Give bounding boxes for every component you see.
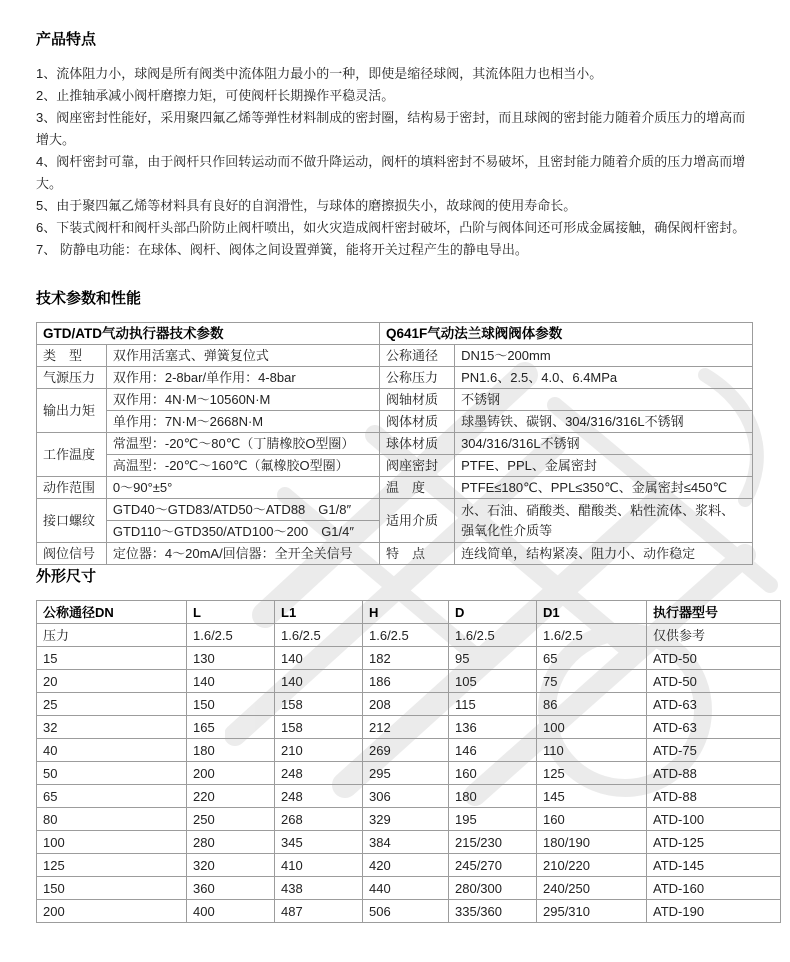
table-cell: 200	[37, 900, 187, 923]
table-row	[37, 624, 781, 647]
table-cell: 125	[37, 854, 187, 877]
table-cell: 65	[37, 785, 187, 808]
table-cell: 140	[187, 670, 275, 693]
table-row	[380, 477, 753, 499]
table-cell: ATD-88	[647, 785, 781, 808]
table-row	[37, 900, 781, 923]
table-cell: 1.6/2.5	[187, 624, 275, 647]
row-label-cell: 阀体材质	[380, 411, 455, 433]
table-cell: 40	[37, 739, 187, 762]
table-row	[380, 367, 753, 389]
table-row	[37, 345, 380, 367]
table-cell: 280	[187, 831, 275, 854]
table-cell: 250	[187, 808, 275, 831]
table-row	[380, 345, 753, 367]
table-cell: 100	[537, 716, 647, 739]
table-cell: 压力	[37, 624, 187, 647]
table-cell: 140	[275, 670, 363, 693]
table-cell: 438	[275, 877, 363, 900]
table-cell: 20	[37, 670, 187, 693]
table-cell: 1.6/2.5	[363, 624, 449, 647]
table-row	[37, 477, 380, 499]
row-label-cell: 公称压力	[380, 367, 455, 389]
section-title-dimensions: 外形尺寸	[36, 568, 97, 585]
table-row	[37, 693, 781, 716]
table-cell: 240/250	[537, 877, 647, 900]
row-value-cell: 水、石油、硝酸类、醋酸类、粘性流体、浆料、强氧化性介质等	[455, 499, 753, 543]
table-cell: 210/220	[537, 854, 647, 877]
table-row	[37, 785, 781, 808]
table-cell: 执行器型号	[647, 601, 781, 624]
table-row	[37, 433, 380, 455]
table-row	[37, 716, 781, 739]
table-cell: 140	[275, 647, 363, 670]
table-cell: 440	[363, 877, 449, 900]
table-cell: 130	[187, 647, 275, 670]
row-value-cell: 双作用：2-8bar/单作用：4-8bar	[106, 367, 379, 389]
table-header-row	[37, 601, 781, 624]
row-label-cell: 动作范围	[37, 477, 107, 499]
table-cell: 248	[275, 785, 363, 808]
table-cell: 86	[537, 693, 647, 716]
row-value-cell: 连线简单，结构紧凑、阻力小、动作稳定	[455, 543, 753, 565]
table-cell: D	[449, 601, 537, 624]
row-value-cell: 不锈钢	[455, 389, 753, 411]
table-header-cell: GTD/ATD气动执行器技术参数	[37, 323, 380, 345]
table-row	[37, 762, 781, 785]
table-cell: 110	[537, 739, 647, 762]
table-cell: 360	[187, 877, 275, 900]
table-cell: 165	[187, 716, 275, 739]
table-row	[37, 877, 781, 900]
row-value-cell: 双作用：4N·M～10560N·M	[106, 389, 379, 411]
table-cell: 75	[537, 670, 647, 693]
table-cell: 180	[449, 785, 537, 808]
table-row	[380, 455, 753, 477]
table-header-row	[37, 323, 380, 345]
table-cell: 180	[187, 739, 275, 762]
table-row	[37, 499, 380, 521]
table-cell: 100	[37, 831, 187, 854]
table-cell: 506	[363, 900, 449, 923]
row-value-cell: 定位器：4～20mA/回信器：全开全关信号	[106, 543, 379, 565]
table-cell: ATD-160	[647, 877, 781, 900]
table-cell: 320	[187, 854, 275, 877]
table-row	[37, 670, 781, 693]
table-row	[37, 739, 781, 762]
table-cell: 329	[363, 808, 449, 831]
table-cell: ATD-63	[647, 693, 781, 716]
table-cell: 345	[275, 831, 363, 854]
feature-item: 4、阀杆密封可靠，由于阀杆只作回转运动而不做升降运动，阀杆的填料密封不易破坏，且密封能力随着介质的压力增高而增大。	[36, 154, 746, 191]
table-row	[380, 499, 753, 543]
row-value-cell: 常温型：-20℃～80℃（丁腈橡胶O型圈）	[106, 433, 379, 455]
row-value-cell: GTD40～GTD83/ATD50～ATD88 G1/8″	[106, 499, 379, 521]
row-value-cell: GTD110～GTD350/ATD100～200 G1/4″	[106, 521, 379, 543]
table-cell: 200	[187, 762, 275, 785]
table-cell: 150	[37, 877, 187, 900]
table-cell: 150	[187, 693, 275, 716]
table-cell: L	[187, 601, 275, 624]
table-cell: 248	[275, 762, 363, 785]
table-cell: 160	[449, 762, 537, 785]
table-cell: L1	[275, 601, 363, 624]
table-cell: ATD-88	[647, 762, 781, 785]
feature-item: 1、流体阻力小，球阀是所有阀类中流体阻力最小的一种，即使是缩径球阀，其流体阻力也相当小。	[36, 66, 603, 81]
section-title-features: 产品特点	[36, 31, 97, 48]
table-cell: ATD-145	[647, 854, 781, 877]
table-cell: 245/270	[449, 854, 537, 877]
table-cell: 95	[449, 647, 537, 670]
table-cell: 295/310	[537, 900, 647, 923]
row-value-cell: 球墨铸铁、碳钢、304/316/316L不锈钢	[455, 411, 753, 433]
table-row	[37, 367, 380, 389]
table-cell: 115	[449, 693, 537, 716]
table-cell: 136	[449, 716, 537, 739]
table-cell: 仅供参考	[647, 624, 781, 647]
feature-item: 2、止推轴承减小阀杆磨擦力矩，可使阀杆长期操作平稳灵活。	[36, 88, 395, 103]
table-cell: 210	[275, 739, 363, 762]
table-cell: 212	[363, 716, 449, 739]
feature-item: 7、 防静电功能：在球体、阀杆、阀体之间设置弹簧，能将开关过程产生的静电导出。	[36, 242, 528, 257]
table-cell: 420	[363, 854, 449, 877]
tech-parameter-tables	[36, 322, 754, 565]
table-cell: ATD-50	[647, 670, 781, 693]
row-value-cell: 单作用：7N·M～2668N·M	[106, 411, 379, 433]
row-label-cell: 球体材质	[380, 433, 455, 455]
table-cell: 1.6/2.5	[449, 624, 537, 647]
table-cell: ATD-125	[647, 831, 781, 854]
row-label-cell: 适用介质	[380, 499, 455, 543]
table-header-cell: Q641F气动法兰球阀阀体参数	[380, 323, 753, 345]
row-value-cell: DN15～200mm	[455, 345, 753, 367]
table-cell: 295	[363, 762, 449, 785]
table-cell: ATD-63	[647, 716, 781, 739]
table-cell: 306	[363, 785, 449, 808]
row-label-cell: 公称通径	[380, 345, 455, 367]
table-cell: 269	[363, 739, 449, 762]
row-value-cell: PN1.6、2.5、4.0、6.4MPa	[455, 367, 753, 389]
row-value-cell: 304/316/316L不锈钢	[455, 433, 753, 455]
table-cell: 384	[363, 831, 449, 854]
row-label-cell: 工作温度	[37, 433, 107, 477]
table-row	[380, 433, 753, 455]
section-title-tech: 技术参数和性能	[36, 290, 142, 307]
feature-list	[36, 63, 754, 261]
table-cell: 268	[275, 808, 363, 831]
table-cell: 32	[37, 716, 187, 739]
table-cell: 125	[537, 762, 647, 785]
table-cell: ATD-190	[647, 900, 781, 923]
table-cell: 145	[537, 785, 647, 808]
table-cell: 180/190	[537, 831, 647, 854]
row-label-cell: 阀轴材质	[380, 389, 455, 411]
table-cell: 280/300	[449, 877, 537, 900]
actuator-parameter-table	[36, 322, 380, 565]
row-label-cell: 接口螺纹	[37, 499, 107, 543]
table-cell: 1.6/2.5	[275, 624, 363, 647]
table-cell: 410	[275, 854, 363, 877]
table-cell: 335/360	[449, 900, 537, 923]
table-cell: ATD-75	[647, 739, 781, 762]
row-label-cell: 气源压力	[37, 367, 107, 389]
row-label-cell: 阀座密封	[380, 455, 455, 477]
table-cell: 195	[449, 808, 537, 831]
feature-item: 6、下装式阀杆和阀杆头部凸阶防止阀杆喷出，如火灾造成阀杆密封破坏，凸阶与阀体间还可形成金属接触，确保阀杆密封。	[36, 220, 746, 235]
table-row	[380, 543, 753, 565]
feature-item: 5、由于聚四氟乙烯等材料具有良好的自润滑性，与球体的磨擦损失小，故球阀的使用寿命长。	[36, 198, 577, 213]
row-label-cell: 输出力矩	[37, 389, 107, 433]
table-header-row	[380, 323, 753, 345]
table-cell: 15	[37, 647, 187, 670]
table-cell: 160	[537, 808, 647, 831]
row-value-cell: 0～90°±5°	[106, 477, 379, 499]
table-cell: 182	[363, 647, 449, 670]
table-cell: 215/230	[449, 831, 537, 854]
table-cell: D1	[537, 601, 647, 624]
table-cell: 105	[449, 670, 537, 693]
valve-body-parameter-table	[379, 322, 753, 565]
table-cell: 186	[363, 670, 449, 693]
table-cell: 158	[275, 693, 363, 716]
table-row	[37, 389, 380, 411]
dimension-table	[36, 600, 781, 923]
row-value-cell: PTFE、PPL、金属密封	[455, 455, 753, 477]
table-cell: H	[363, 601, 449, 624]
row-value-cell: 双作用活塞式、弹簧复位式	[106, 345, 379, 367]
table-cell: ATD-50	[647, 647, 781, 670]
table-cell: 487	[275, 900, 363, 923]
table-cell: 公称通径DN	[37, 601, 187, 624]
table-row	[380, 411, 753, 433]
row-label-cell: 阀位信号	[37, 543, 107, 565]
table-cell: 208	[363, 693, 449, 716]
table-row	[37, 808, 781, 831]
row-label-cell: 特 点	[380, 543, 455, 565]
table-cell: 220	[187, 785, 275, 808]
table-row	[37, 647, 781, 670]
table-row	[37, 543, 380, 565]
table-cell: 50	[37, 762, 187, 785]
table-cell: 25	[37, 693, 187, 716]
table-cell: 80	[37, 808, 187, 831]
table-cell: 400	[187, 900, 275, 923]
row-label-cell: 类 型	[37, 345, 107, 367]
table-cell: 65	[537, 647, 647, 670]
feature-item: 3、阀座密封性能好，采用聚四氟乙烯等弹性材料制成的密封圈，结构易于密封，而且球阀的密封能力随着介质压力的增高而增大。	[36, 110, 746, 147]
table-cell: 146	[449, 739, 537, 762]
table-cell: 158	[275, 716, 363, 739]
table-row	[380, 389, 753, 411]
table-row	[37, 854, 781, 877]
table-cell: 1.6/2.5	[537, 624, 647, 647]
row-value-cell: PTFE≤180℃、PPL≤350℃、金属密封≤450℃	[455, 477, 753, 499]
table-row	[37, 831, 781, 854]
table-cell: ATD-100	[647, 808, 781, 831]
row-value-cell: 高温型：-20℃～160℃（氟橡胶O型圈）	[106, 455, 379, 477]
row-label-cell: 温 度	[380, 477, 455, 499]
